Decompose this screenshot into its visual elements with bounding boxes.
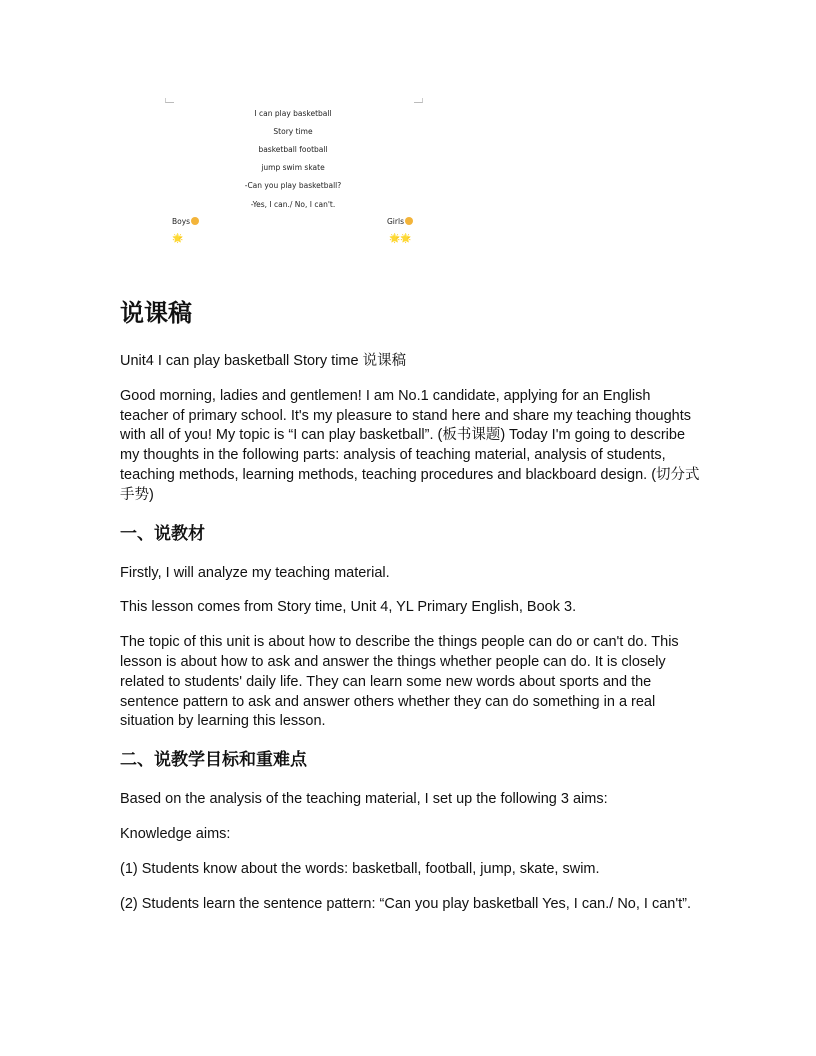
boy-face-icon [191,217,199,225]
girls-team-label [387,217,413,226]
board-line-words-1: basketball football [258,145,328,154]
blackboard-design-image [160,96,426,252]
section1-paragraph-1: Firstly, I will analyze my teaching material. [120,564,390,581]
section2-paragraph-1: Based on the analysis of the teaching material, I set up the following 3 aims: [120,791,608,808]
board-line-question: -Can you play basketball? [244,181,342,190]
section2-paragraph-4: (2) Students learn the sentence pattern: “Can you play basketball Yes, I can./ No, I can't”. [120,895,692,912]
section2-paragraph-3: (1) Students know about the words: basketball, football, jump, skate, swim. [120,860,600,877]
boys-label-text: Boys [172,217,191,226]
section-heading-teaching-material: 一、说教材 [120,523,205,544]
document-body [120,296,700,929]
board-corner-mark-right [414,98,423,103]
intro-paragraph: Good morning, ladies and gentlemen! I am No.1 candidate, applying for an English teacher of primary school. It's my pleasure to stand here and share my teaching thoughts with all of you! My topic is “I can play basketball”. (板书课题) Today I'm going to describe my thoughts in the following parts: analysis of teaching material, analysis of students, teaching methods, learning methods, teaching procedures and blackboard design. (切分式手势) [120,387,700,503]
section1-paragraph-2: This lesson comes from Story time, Unit 4, YL Primary English, Book 3. [120,599,577,616]
boys-team-label [172,217,199,226]
board-line-title: I can play basketball [254,109,332,118]
board-line-words-2: jump swim skate [261,163,325,172]
board-line-story-time: Story time [273,127,313,136]
girls-label-text: Girls [387,217,404,226]
document-title: 说课稿 [120,299,192,327]
section-heading-teaching-aims: 二、说教学目标和重难点 [120,750,307,771]
girl-face-icon [405,217,413,225]
boys-star-icons: 🌟 [172,234,184,244]
section2-paragraph-2: Knowledge aims: [120,825,231,842]
board-line-answer: -Yes, I can./ No, I can't. [250,200,336,209]
girls-star-icons: 🌟🌟 [389,234,412,244]
section1-paragraph-3: The topic of this unit is about how to describe the things people can do or can't do. This lesson is about how to ask and answer the things whether people can do. It is closely related to students' daily life. They can learn some new words about sports and the sentence pattern to ask and answer others whether they can do something in a real situation by learning this lesson. [120,634,679,730]
document-subtitle: Unit4 I can play basketball Story time 说课稿 [120,353,407,369]
board-corner-mark-left [165,98,174,103]
